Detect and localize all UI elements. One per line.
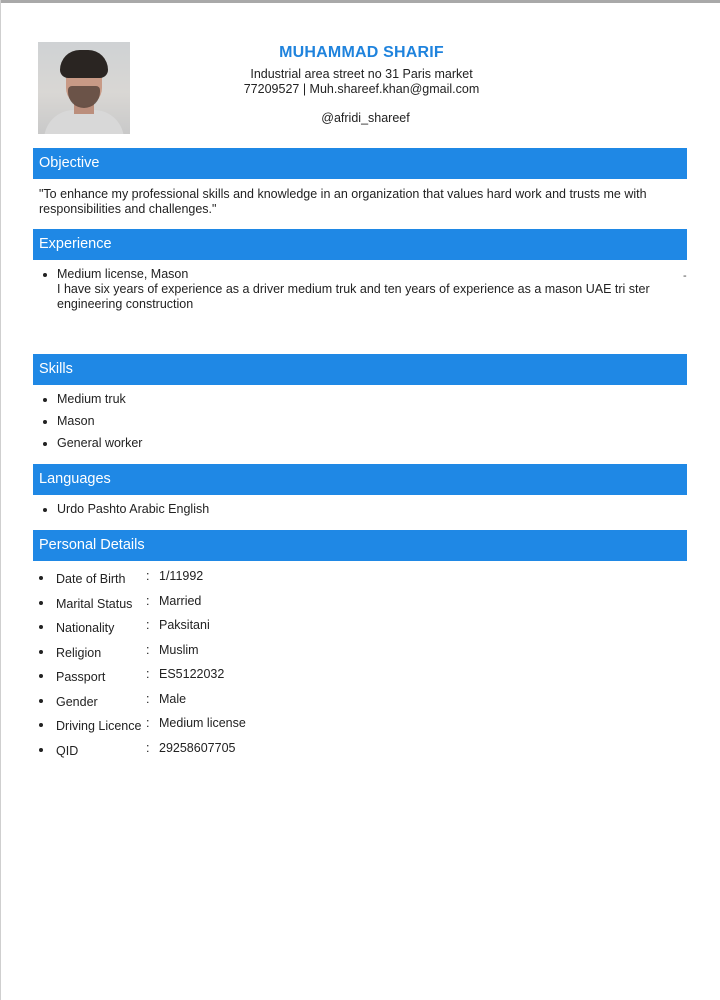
candidate-name: MUHAMMAD SHARIF xyxy=(279,44,444,61)
section-bar-skills: Skills xyxy=(33,354,687,385)
detail-label: Marital Status xyxy=(56,597,133,611)
detail-value: ES5122032 xyxy=(159,667,225,681)
detail-separator: : xyxy=(146,618,150,632)
detail-label: Date of Birth xyxy=(56,572,126,586)
experience-list xyxy=(39,267,679,312)
social-handle-row[interactable] xyxy=(321,111,410,125)
section-bar-objective: Objective xyxy=(33,148,687,179)
detail-separator: : xyxy=(146,716,150,730)
bullet xyxy=(39,576,43,580)
address-line: Industrial area street no 31 Paris market xyxy=(250,67,473,81)
detail-value: Married xyxy=(159,594,202,608)
detail-label: Passport xyxy=(56,670,106,684)
detail-label: QID xyxy=(56,744,79,758)
section-bar-experience: Experience xyxy=(33,229,687,260)
experience-description: I have six years of experience as a driver medium truk and ten years of experience as a mason UAE tri ster engineering construction xyxy=(57,282,650,311)
detail-label: Nationality xyxy=(56,621,115,635)
section-bar-languages: Languages xyxy=(33,464,687,495)
detail-separator: : xyxy=(146,569,150,583)
detail-label: Driving Licence xyxy=(56,719,142,733)
language-item: Urdo Pashto Arabic English xyxy=(39,502,209,517)
detail-value: 1/11992 xyxy=(159,569,204,583)
detail-separator: : xyxy=(146,643,150,657)
detail-separator: : xyxy=(146,741,150,755)
contact-line: 77209527 | Muh.shareef.khan@gmail.com xyxy=(243,82,480,96)
detail-label: Gender xyxy=(56,695,98,709)
bullet xyxy=(39,674,43,678)
edge-mark: - xyxy=(683,270,687,282)
bullet xyxy=(39,650,43,654)
detail-value: Paksitani xyxy=(159,618,210,632)
languages-list xyxy=(39,502,209,517)
profile-photo xyxy=(38,42,130,134)
detail-value: Medium license xyxy=(159,716,246,730)
bullet xyxy=(39,601,43,605)
section-bar-personal-details: Personal Details xyxy=(33,530,687,561)
skill-item: Mason xyxy=(39,414,142,429)
detail-separator: : xyxy=(146,594,150,608)
detail-separator: : xyxy=(146,692,150,706)
experience-item xyxy=(39,267,679,312)
objective-text: "To enhance my professional skills and knowledge in an organization that values hard work and trusts me with responsibilities and challenges." xyxy=(39,187,647,216)
detail-value: Male xyxy=(159,692,187,706)
experience-title: Medium license, Mason xyxy=(57,267,189,281)
detail-label: Religion xyxy=(56,646,102,660)
detail-separator: : xyxy=(146,667,150,681)
twitter-handle[interactable]: @afridi_shareef xyxy=(321,111,410,125)
skills-list xyxy=(39,392,142,451)
detail-value: 29258607705 xyxy=(159,741,236,755)
skill-item: General worker xyxy=(39,436,142,451)
detail-value: Muslim xyxy=(159,643,199,657)
skill-item: Medium truk xyxy=(39,392,142,407)
bullet xyxy=(39,699,43,703)
bullet xyxy=(39,748,43,752)
bullet xyxy=(39,723,43,727)
bullet xyxy=(39,625,43,629)
